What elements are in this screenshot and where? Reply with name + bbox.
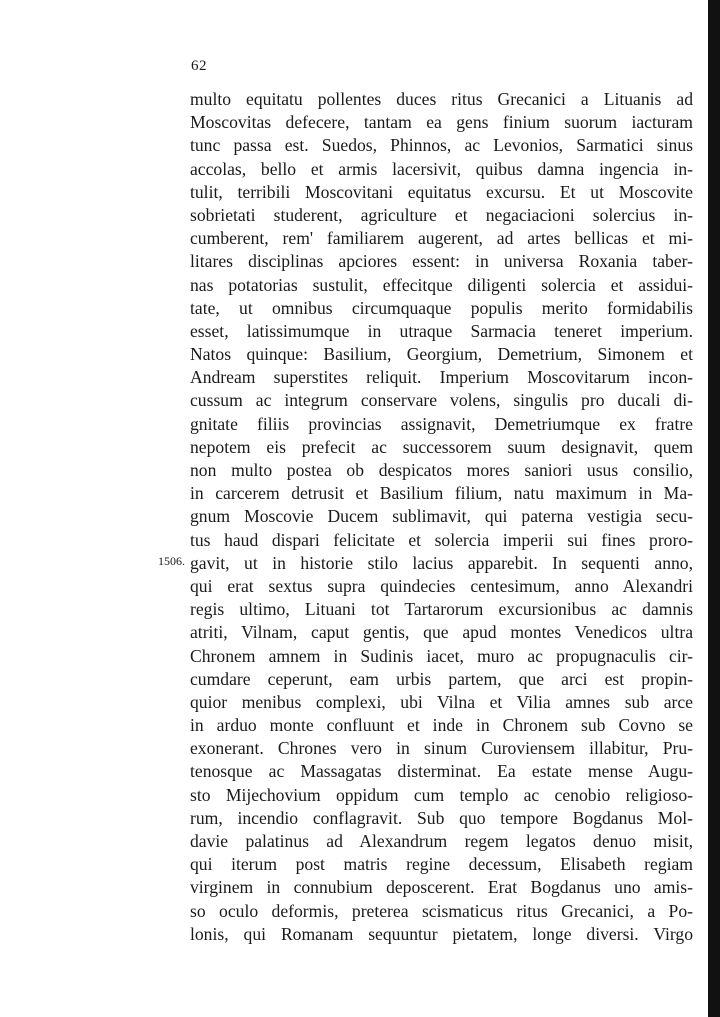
text-line: in arduo monte confluunt et inde in Chronem sub Covno se (190, 715, 693, 736)
text-line: Chronem amnem in Sudinis iacet, muro ac propugnaculis cir- (190, 645, 693, 666)
text-line: Natos quinque: Basilium, Georgium, Demetrium, Simonem et (190, 344, 693, 365)
text-line: gnum Moscovie Ducem sublimavit, qui paterna vestigia secu- (190, 506, 693, 527)
text-line: rum, incendio conflagravit. Sub quo tempore Bogdanus Mol- (190, 807, 693, 828)
text-line: tus haud dispari felicitate et solercia imperii sui fines proro- (190, 529, 693, 550)
text-line: lonis, qui Romanam sequuntur pietatem, longe diversi. Virgo (190, 923, 693, 944)
text-line: Andream superstites reliquit. Imperium Moscovitarum incon- (190, 367, 693, 388)
text-line: Moscovitas defecere, tantam ea gens finium suorum iacturam (190, 112, 693, 133)
text-line: multo equitatu pollentes duces ritus Grecanici a Lituanis ad (190, 89, 693, 109)
text-line: exonerant. Chrones vero in sinum Curoviensem illabitur, Pru- (190, 738, 693, 759)
text-line: in carcerem detrusit et Basilium filium, natu maximum in Ma- (190, 483, 693, 504)
text-line: tenosque ac Massagatas disterminat. Ea estate mense Augu- (190, 761, 693, 782)
text-line: so oculo deformis, preterea scismaticus ritus Grecanici, a Po- (190, 900, 693, 921)
text-line: nepotem eis prefecit ac successorem suum designavit, quem (190, 436, 693, 457)
body-text (190, 88, 693, 946)
page-number: 62 (191, 58, 207, 74)
text-line: sto Mijechovium oppidum cum templo ac cenobio religioso- (190, 784, 693, 805)
text-line: cumdare ceperunt, eam urbis partem, que arci est propin- (190, 668, 693, 689)
text-line: litares disciplinas apciores essent: in universa Roxania taber- (190, 251, 693, 272)
text-line: tate, ut omnibus circumquaque populis merito formidabilis (190, 297, 693, 318)
text-line: davie palatinus ad Alexandrum regem legatos denuo misit, (190, 831, 693, 851)
text-line: nas potatorias sustulit, effecitque diligenti solercia et assidui- (190, 274, 693, 295)
text-line: virginem in connubium deposcerent. Erat Bogdanus uno amis- (190, 877, 693, 898)
text-line: non multo postea ob despicatos mores saniori usus consilio, (190, 460, 693, 480)
margin-year-note: 1506. (158, 554, 185, 568)
text-line: cumberent, rem' familiarem augerent, ad artes bellicas et mi- (190, 228, 693, 249)
text-line: qui iterum post matris regine decessum, Elisabeth regiam (190, 854, 693, 875)
text-line: quior menibus complexi, ubi Vilna et Vilia amnes sub arce (190, 691, 693, 712)
text-line: sobrietati studerent, agriculture et negaciacioni solercius in- (190, 204, 693, 225)
text-line: esset, latissimumque in utraque Sarmacia teneret imperium. (190, 320, 693, 341)
text-line: gnitate filiis provincias assignavit, Demetriumque ex fratre (190, 413, 693, 434)
text-line: regis ultimo, Lituani tot Tartarorum excursionibus ac damnis (190, 599, 693, 620)
text-line: qui erat sextus supra quindecies centesimum, anno Alexandri (190, 575, 693, 596)
text-line: cussum ac integrum conservare volens, singulis pro ducali di- (190, 390, 693, 411)
text-line: tunc passa est. Suedos, Phinnos, ac Levonios, Sarmatici sinus (190, 135, 693, 156)
page-edge-border (708, 0, 720, 1017)
text-line: gavit, ut in historie stilo lacius apparebit. In sequenti anno, (190, 552, 693, 573)
text-line: atriti, Vilnam, caput gentis, que apud montes Venedicos ultra (190, 622, 693, 643)
text-line: accolas, bello et armis lacersivit, quibus damna ingencia in- (190, 158, 693, 179)
text-line: tulit, terribili Moscovitani equitatus excursu. Et ut Moscovite (190, 181, 693, 202)
